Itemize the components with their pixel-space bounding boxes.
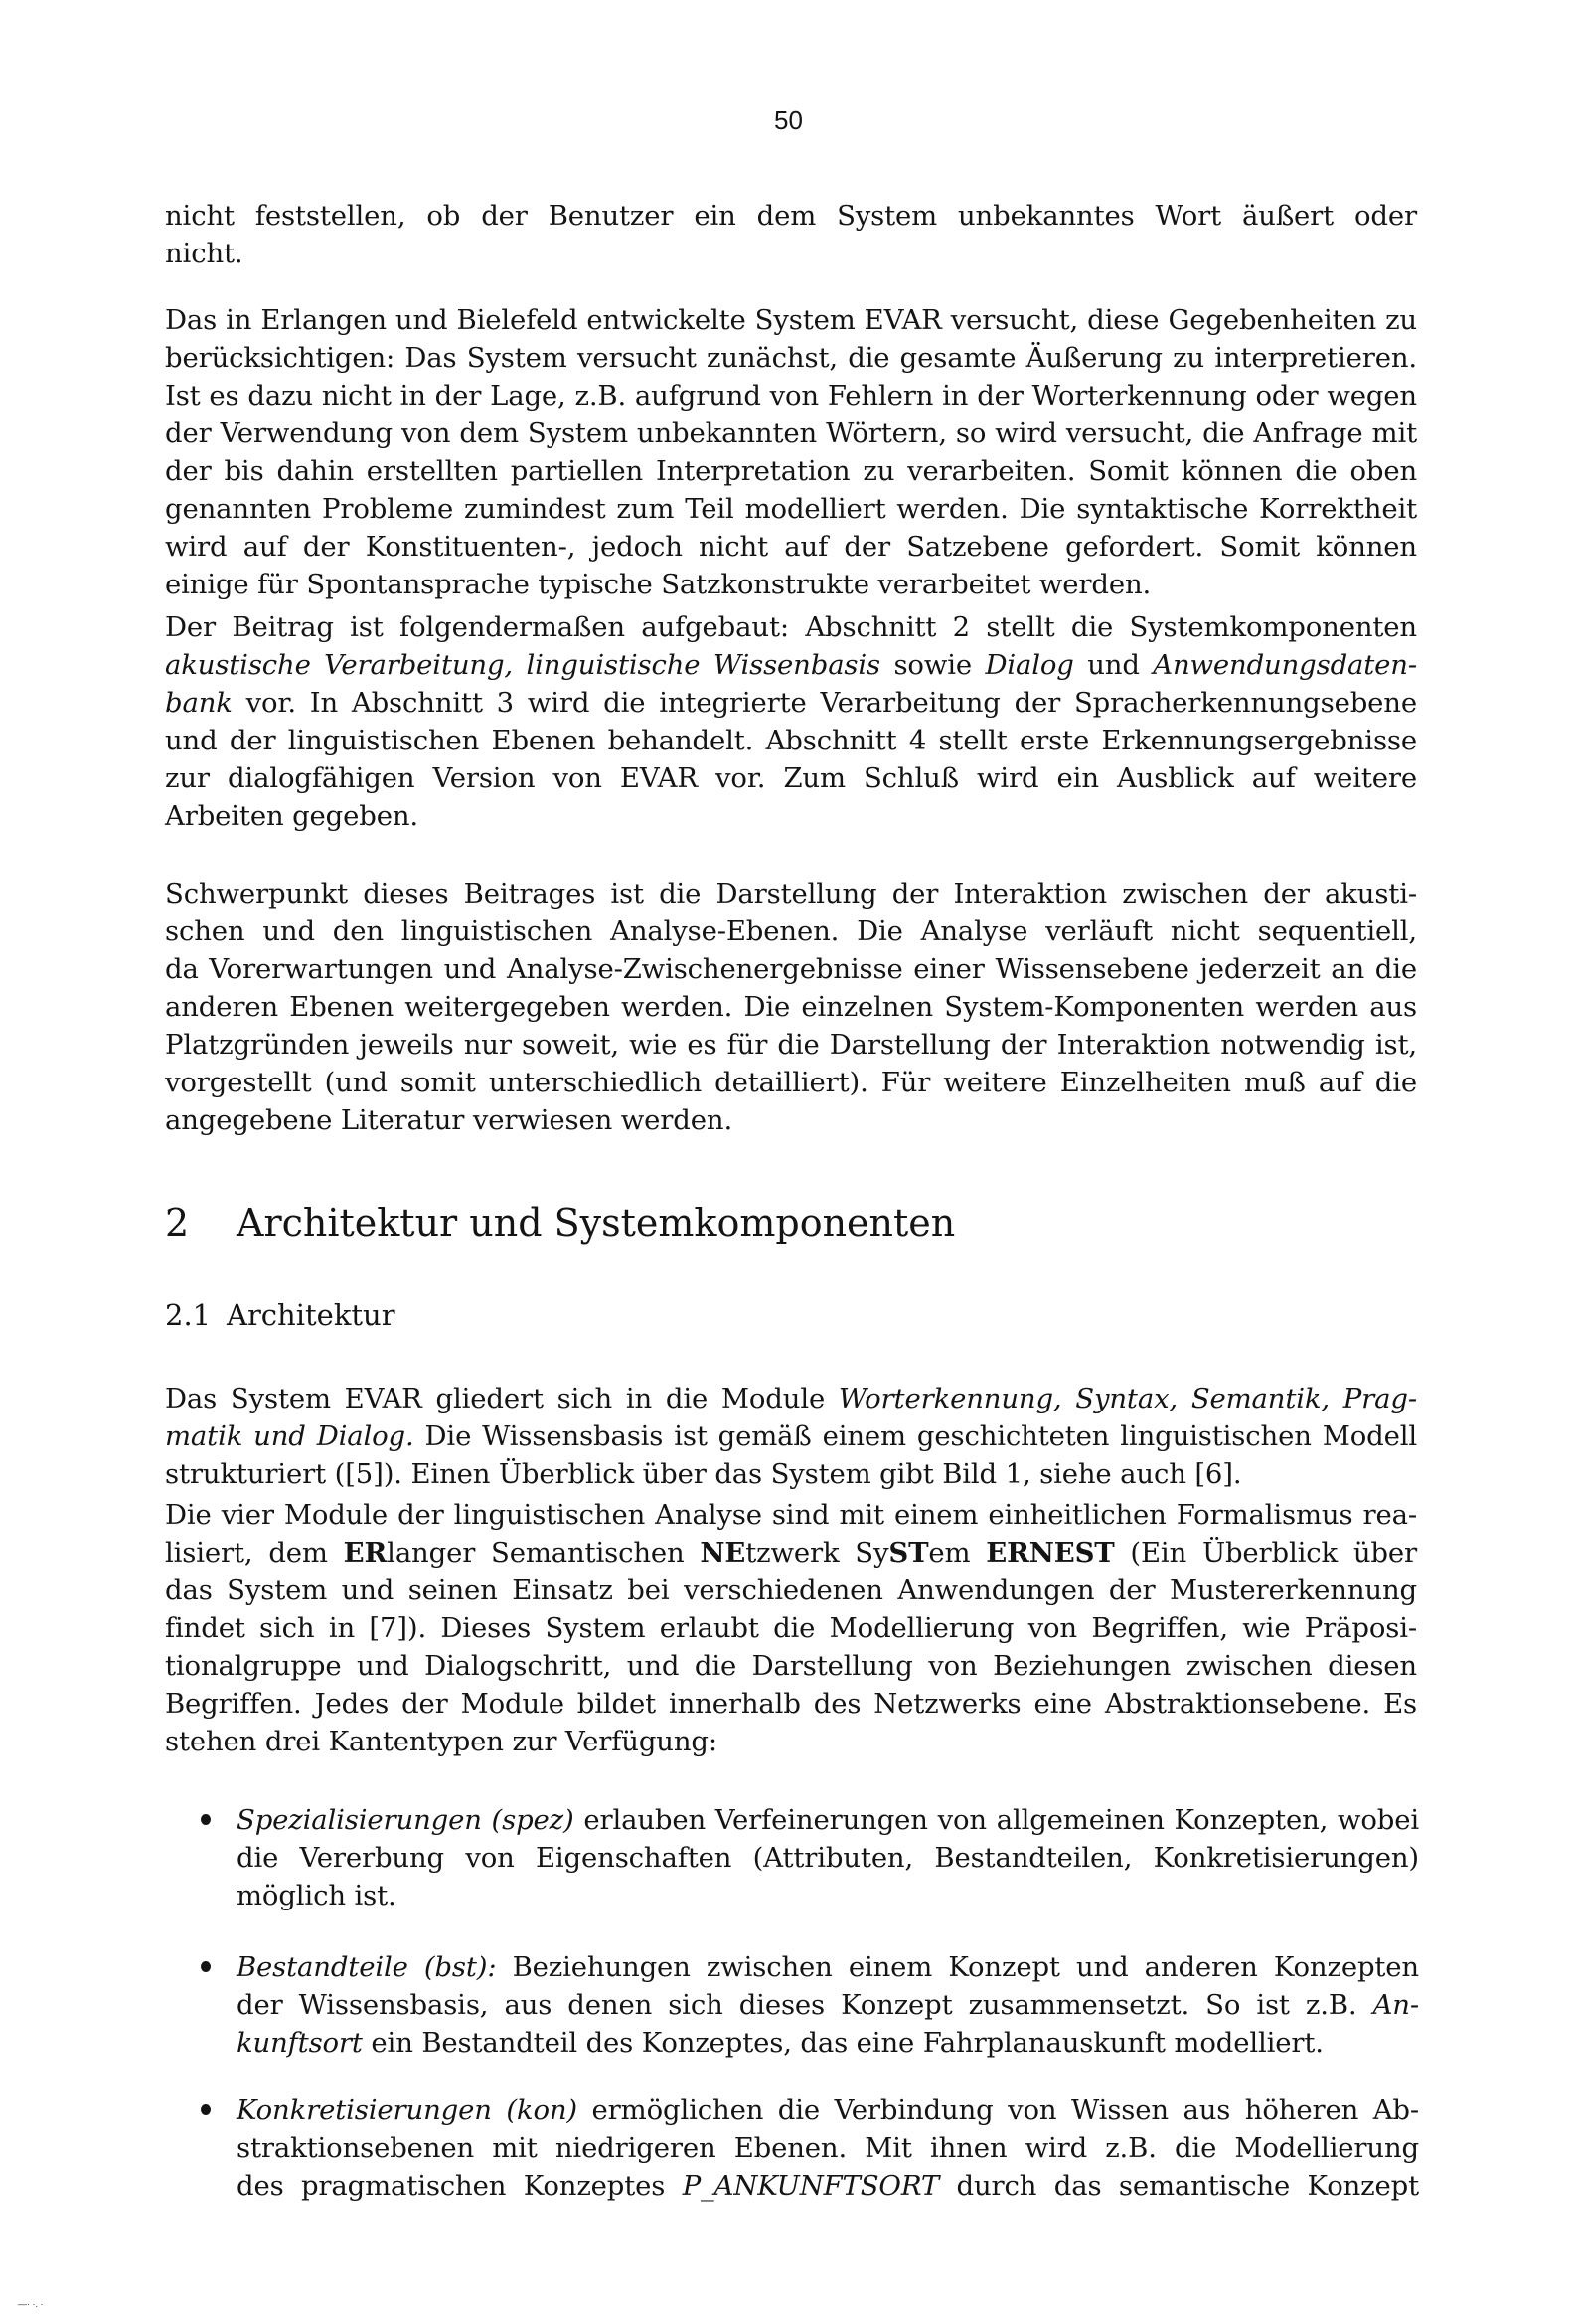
text-line: strukturiert ([5]). Einen Überblick über das System gibt Bild 1, siehe auch [6]. [165, 1458, 1242, 1490]
term: Spezialisierungen (spez) [237, 1804, 574, 1836]
subsection-title: Architektur [227, 1298, 395, 1332]
emphasis: Worterkennung, Syntax, Semantik, Prag- [838, 1383, 1417, 1414]
text-line: Ist es dazu nicht in der Lage, z.B. aufgrund von Fehlern in der Worterkennung oder wegen [165, 380, 1417, 412]
text-line [237, 1986, 1419, 2024]
list-item-body [237, 1801, 1419, 1914]
text-line: möglich ist. [237, 1880, 396, 1911]
emphasis: bank [165, 687, 233, 719]
text-line: der Verwendung von dem System unbekannten Wörtern, so wird versucht, die Anfrage mit [165, 417, 1417, 449]
text-line: wird auf der Konstituenten-, jedoch nicht auf der Satzebene gefordert. Somit können [165, 531, 1417, 563]
paragraph-modules [165, 1380, 1417, 1493]
text-line [165, 684, 1417, 722]
emphasis: Anwendungsdaten- [1153, 649, 1417, 681]
paragraph-focus [165, 875, 1417, 1139]
text-line: Die vier Module der linguistischen Analyse sind mit einem einheitlichen Formalismus rea- [165, 1499, 1417, 1531]
text-line: zur dialogfähigen Version von EVAR vor. Zum Schluß wird ein Ausblick auf weitere [165, 762, 1417, 794]
emphasis: matik und Dialog. [165, 1420, 414, 1452]
text-line: Arbeiten gegeben. [165, 800, 418, 832]
paragraph-structure [165, 608, 1417, 835]
text-line: anderen Ebenen weitergegeben werden. Die einzelnen System-Komponenten werden aus [165, 991, 1417, 1023]
section-title: Architektur und Systemkomponenten [237, 1201, 956, 1245]
text-line: und der linguistischen Ebenen behandelt. Abschnitt 4 stellt erste Erkennungsergebnisse [165, 725, 1417, 756]
text-line: da Vorerwartungen und Analyse-Zwischenergebnisse einer Wissensebene jederzeit an die [165, 953, 1417, 985]
text-run: langer Semantischen [387, 1537, 701, 1569]
acronym-bold: NE [700, 1537, 746, 1569]
text-line [165, 1534, 1417, 1572]
text-run: erlauben Verfeinerungen von allgemeinen Konzepten, wobei [573, 1804, 1419, 1836]
emphasis: kunftsort [237, 2027, 363, 2059]
acronym-bold: ER [343, 1537, 388, 1569]
text-run: (Ein Überblick über [1114, 1537, 1418, 1569]
acronym-bold: ST [888, 1537, 929, 1569]
text-line: Der Beitrag ist folgendermaßen aufgebaut: Abschnitt 2 stellt die Systemkomponenten [165, 611, 1417, 643]
text-line: Schwerpunkt dieses Beitrages ist die Darstellung der Interaktion zwischen der akusti- [165, 878, 1417, 910]
text-line: schen und den linguistischen Analyse-Ebenen. Die Analyse verläuft nicht sequentiell, [165, 915, 1417, 947]
emphasis: An- [1372, 1989, 1419, 2021]
text-run: Beziehungen zwischen einem Konzept und anderen Konzepten [496, 1951, 1419, 1983]
text-line [165, 646, 1417, 684]
text-line [237, 1801, 1419, 1839]
text-run: em [928, 1537, 987, 1569]
term: Bestandteile (bst): [237, 1951, 497, 1983]
text-line [237, 2024, 1419, 2062]
paragraph-ernest [165, 1496, 1417, 1760]
text-line: angegebene Literatur verwiesen werden. [165, 1104, 733, 1136]
text-line [237, 2167, 1419, 2205]
scan-artifact: —· ·. · [18, 2299, 44, 2309]
text-run: durch das semantische Konzept [939, 2170, 1420, 2202]
text-line: vorgestellt (und somit unterschiedlich detailliert). Für weitere Einzelheiten muß auf die [165, 1067, 1417, 1098]
text-run: des pragmatischen Konzeptes [237, 2170, 683, 2202]
text-line: Platzgründen jeweils nur soweit, wie es für die Darstellung der Interaktion notwendig ist, [165, 1029, 1417, 1061]
text-run: ermöglichen die Verbindung von Wissen aus höheren Ab- [577, 2094, 1420, 2126]
text-line: stehen drei Kantentypen zur Verfügung: [165, 1726, 717, 1757]
bullet-icon [201, 1961, 211, 1972]
text-line: genannten Probleme zumindest zum Teil modelliert werden. Die syntaktische Korrektheit [165, 493, 1417, 525]
list-item-body [237, 1948, 1419, 2062]
subsection-heading [165, 1298, 395, 1332]
text-run: der Wissensbasis, aus denen sich dieses Konzept zusammensetzt. So ist z.B. [237, 1989, 1373, 2021]
text-run: Das System EVAR gliedert sich in die Module [165, 1383, 839, 1414]
text-line: Das in Erlangen und Bielefeld entwickelte System EVAR versucht, diese Gegebenheiten zu [165, 304, 1417, 336]
paragraph-continuation [165, 197, 1417, 272]
emphasis: Dialog [985, 649, 1074, 681]
subsection-number: 2.1 [165, 1298, 212, 1332]
text-line: die Vererbung von Eigenschaften (Attributen, Bestandteilen, Konkretisierungen) [237, 1842, 1419, 1874]
text-run: sowie [880, 649, 986, 681]
text-run: und [1073, 649, 1154, 681]
text-line: der bis dahin erstellten partiellen Interpretation zu verarbeiten. Somit können die oben [165, 455, 1417, 487]
text-line [165, 1380, 1417, 1417]
text-line: einige für Spontansprache typische Satzkonstrukte verarbeitet werden. [165, 569, 1152, 600]
paragraph-evar-intro [165, 301, 1417, 603]
text-line [237, 1948, 1419, 1986]
text-run: vor. In Abschnitt 3 wird die integrierte Verarbeitung der Spracherkennungsebene [232, 687, 1417, 719]
acronym-bold: ERNEST [986, 1537, 1115, 1569]
text-line: nicht. [165, 238, 243, 269]
text-line: das System und seinen Einsatz bei verschiedenen Anwendungen der Mustererkennung [165, 1575, 1417, 1606]
text-line: findet sich in [7]). Dieses System erlaubt die Modellierung von Begriffen, wie Präposi- [165, 1612, 1417, 1644]
section-number: 2 [165, 1201, 190, 1245]
text-run: lisiert, dem [165, 1537, 344, 1569]
text-line: Begriffen. Jedes der Module bildet innerhalb des Netzwerks eine Abstraktionsebene. Es [165, 1688, 1417, 1720]
bullet-icon [201, 2104, 211, 2115]
text-line: straktionsebenen mit niedrigeren Ebenen. Mit ihnen wird z.B. die Modellierung [237, 2132, 1419, 2164]
text-line: nicht feststellen, ob der Benutzer ein dem System unbekanntes Wort äußert oder [165, 200, 1417, 232]
emphasis: akustische Verarbeitung, linguistische Wissenbasis [165, 649, 881, 681]
text-line: berücksichtigen: Das System versucht zunächst, die gesamte Äußerung zu interpretieren. [165, 342, 1417, 374]
emphasis: P_ANKUNFTSORT [682, 2170, 940, 2202]
text-run: Die Wissensbasis ist gemäß einem geschichteten linguistischen Modell [413, 1420, 1417, 1452]
text-line [165, 1417, 1417, 1455]
text-line: tionalgruppe und Dialogschritt, und die Darstellung von Beziehungen zwischen diesen [165, 1650, 1417, 1682]
text-run: ein Bestandteil des Konzeptes, das eine Fahrplanauskunft modelliert. [362, 2027, 1324, 2059]
bullet-icon [201, 1814, 211, 1825]
text-line [237, 2091, 1419, 2129]
text-run: tzwerk Sy [745, 1537, 889, 1569]
section-heading [165, 1201, 955, 1245]
list-item-body [237, 2091, 1419, 2205]
term: Konkretisierungen (kon) [237, 2094, 577, 2126]
page-number: 50 [774, 105, 803, 135]
